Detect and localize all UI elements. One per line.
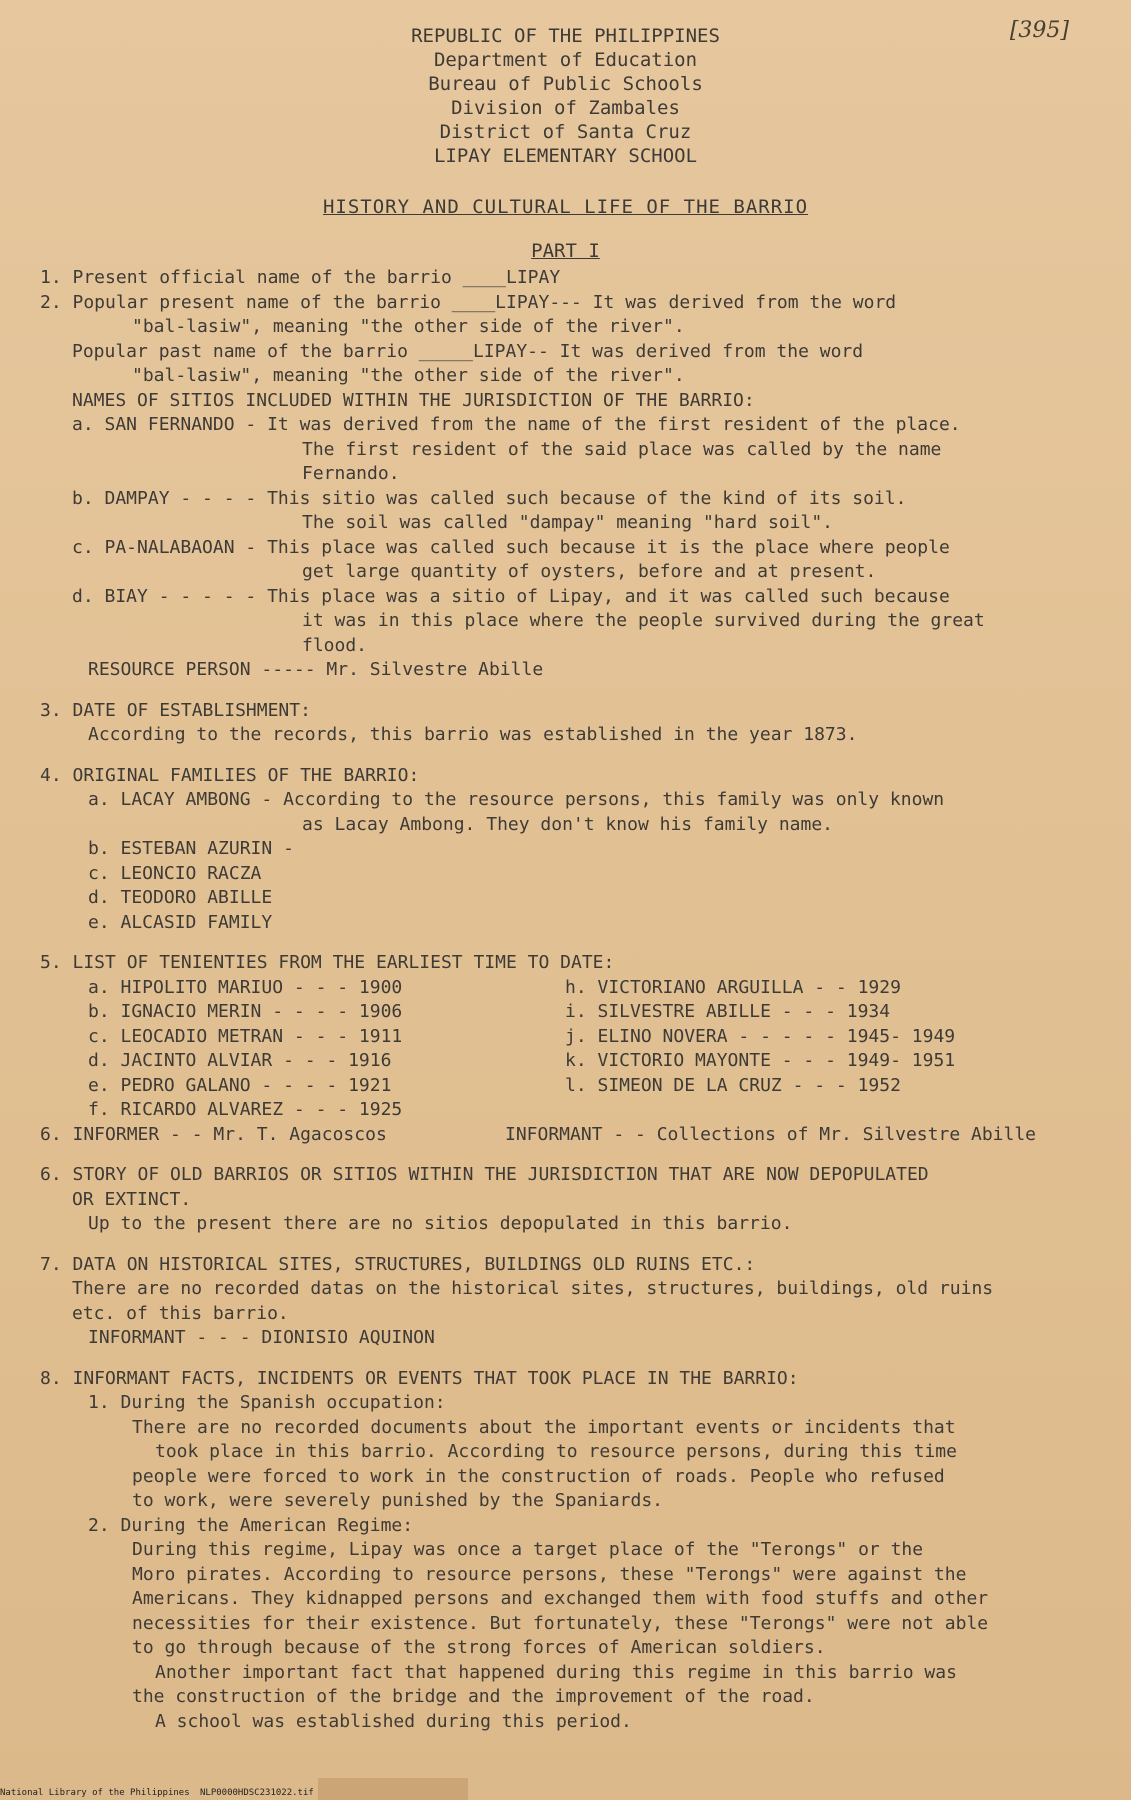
text-line: Americans. They kidnapped persons and exchanged them with food stuffs and other <box>132 1588 989 1609</box>
spacer <box>40 1147 1100 1163</box>
text-line: There are no recorded datas on the historical sites, structures, buildings, old ruins <box>72 1278 994 1299</box>
tape-mark <box>318 1778 468 1800</box>
text-line: There are no recorded documents about the important events or incidents that <box>132 1416 956 1438</box>
text-line: Moro pirates. According to resource persons, these "Terongs" were against the <box>132 1563 967 1585</box>
text-line: Popular past name of the barrio _____LIPAY-- It was derived from the word <box>72 340 864 362</box>
section-heading: 7. DATA ON HISTORICAL SITES, STRUCTURES, BUILDINGS OLD RUINS ETC.: <box>40 1253 756 1275</box>
informer-row <box>40 1123 1100 1148</box>
document-title: HISTORY AND CULTURAL LIFE OF THE BARRIO <box>322 196 809 218</box>
teniente-left: b. IGNACIO MERIN - - - - 1906 <box>88 1001 403 1022</box>
teniente-left: d. JACINTO ALVIAR - - - 1916 <box>88 1050 392 1071</box>
text-line: OR EXTINCT. <box>72 1188 192 1210</box>
text-line: RESOURCE PERSON ----- Mr. Silvestre Abille <box>88 659 544 680</box>
tenientes-row <box>40 1025 1100 1050</box>
text-line: 2. Popular present name of the barrio ____LIPAY--- It was derived from the word <box>40 291 897 313</box>
spacer <box>40 683 1100 699</box>
text-line: flood. <box>302 634 368 656</box>
spacer <box>40 1237 1100 1253</box>
text-line: it was in this place where the people survived during the great <box>302 610 985 631</box>
text-line: 1. During the Spanish occupation: <box>88 1392 446 1413</box>
footer-source: NLP0000HDSC231022.tif <box>200 1788 314 1798</box>
text-line: A school was established during this period. <box>155 1710 632 1732</box>
letterhead-line: REPUBLIC OF THE PHILIPPINES <box>411 25 720 47</box>
text-line: e. ALCASID FAMILY <box>88 911 273 933</box>
teniente-right: i. SILVESTRE ABILLE - - - 1934 <box>565 1001 891 1022</box>
text-line: The soil was called "dampay" meaning "hard soil". <box>302 512 834 533</box>
section-heading: 4. ORIGINAL FAMILIES OF THE BARRIO: <box>40 764 420 786</box>
tenientes-row <box>40 1098 1100 1123</box>
section-heading: 3. DATE OF ESTABLISHMENT: <box>40 699 311 721</box>
text-line: d. TEODORO ABILLE <box>88 887 273 908</box>
text-line: "bal-lasiw", meaning "the other side of the river". <box>132 316 685 337</box>
teniente-right <box>565 1098 1100 1123</box>
teniente-right: k. VICTORIO MAYONTE - - - 1949- 1951 <box>565 1050 956 1071</box>
text-line: c. LEONCIO RACZA <box>88 862 262 884</box>
text-line: to go through because of the strong forces of American soldiers. <box>132 1637 826 1658</box>
text-line: d. BIAY - - - - - This place was a sitio of Lipay, and it was called such because <box>72 585 950 607</box>
document-body <box>40 266 1100 1734</box>
tenientes-row <box>40 976 1100 1001</box>
text-line: Up to the present there are no sitios depopulated in this barrio. <box>88 1213 793 1234</box>
footer-library: National Library of the Philippines <box>0 1788 190 1798</box>
text-line: c. PA-NALABAOAN - This place was called such because it is the place where people <box>72 536 950 558</box>
section-heading: 5. LIST OF TENIENTIES FROM THE EARLIEST TIME TO DATE: <box>40 952 615 973</box>
letterhead-line: District of Santa Cruz <box>439 121 692 143</box>
text-line: to work, were severely punished by the Spaniards. <box>132 1490 664 1511</box>
section-heading: 6. STORY OF OLD BARRIOS OR SITIOS WITHIN THE JURISDICTION THAT ARE NOW DEPOPULATED <box>40 1164 929 1185</box>
informer-left: 6. INFORMER - - Mr. T. Agacoscos <box>40 1123 387 1145</box>
letterhead-line: Bureau of Public Schools <box>428 73 703 95</box>
page-stamp-number: [395] <box>1009 18 1069 43</box>
text-line: get large quantity of oysters, before and at present. <box>302 561 877 582</box>
text-line: a. LACAY AMBONG - According to the resource persons, this family was only known <box>88 789 945 810</box>
tenientes-row <box>40 1049 1100 1074</box>
text-line: 2. During the American Regime: <box>88 1514 414 1536</box>
tenientes-row <box>40 1074 1100 1099</box>
spacer <box>40 1351 1100 1367</box>
text-line: took place in this barrio. According to resource persons, during this time <box>155 1441 957 1462</box>
text-line: INFORMANT - - - DIONISIO AQUINON <box>88 1327 435 1348</box>
text-line: b. DAMPAY - - - - This sitio was called such because of the kind of its soil. <box>72 487 907 509</box>
teniente-right: j. ELINO NOVERA - - - - - 1945- 1949 <box>565 1025 956 1047</box>
teniente-right: l. SIMEON DE LA CRUZ - - - 1952 <box>565 1074 901 1096</box>
teniente-left: e. PEDRO GALANO - - - - 1921 <box>88 1074 392 1096</box>
text-line: as Lacay Ambong. They don't know his family name. <box>302 813 834 835</box>
text-line: During this regime, Lipay was once a target place of the "Terongs" or the <box>132 1539 924 1560</box>
text-line: "bal-lasiw", meaning "the other side of the river". <box>132 365 685 386</box>
text-line: NAMES OF SITIOS INCLUDED WITHIN THE JURISDICTION OF THE BARRIO: <box>72 389 755 411</box>
text-line: people were forced to work in the construction of roads. People who refused <box>132 1465 945 1487</box>
letterhead-line: Division of Zambales <box>451 97 680 119</box>
text-line: According to the records, this barrio was established in the year 1873. <box>88 724 858 745</box>
teniente-left: f. RICARDO ALVAREZ - - - 1925 <box>88 1099 403 1120</box>
text-line: b. ESTEBAN AZURIN - <box>88 838 294 859</box>
text-line: etc. of this barrio. <box>72 1302 289 1324</box>
spacer <box>40 748 1100 764</box>
text-line: the construction of the bridge and the improvement of the road. <box>132 1686 815 1707</box>
text-line: The first resident of the said place was called by the name <box>302 438 942 460</box>
text-line: a. SAN FERNANDO - It was derived from the name of the first resident of the place. <box>72 414 961 435</box>
part-heading: PART I <box>531 240 600 262</box>
letterhead-line: LIPAY ELEMENTARY SCHOOL <box>433 145 698 167</box>
tenientes-row <box>40 1000 1100 1025</box>
text-line: Fernando. <box>302 463 400 484</box>
text-line: Another important fact that happened during this regime in this barrio was <box>155 1661 957 1683</box>
teniente-right: h. VICTORIANO ARGUILLA - - 1929 <box>565 976 901 998</box>
informer-right: INFORMANT - - Collections of Mr. Silvestre Abille <box>505 1123 1037 1145</box>
text-line: 1. Present official name of the barrio ____LIPAY <box>40 267 561 288</box>
teniente-left: a. HIPOLITO MARIUO - - - 1900 <box>88 976 403 998</box>
letterhead <box>0 24 1131 168</box>
teniente-left: c. LEOCADIO METRAN - - - 1911 <box>88 1025 403 1047</box>
text-line: necessities for their existence. But fortunately, these "Terongs" were not able <box>132 1612 989 1634</box>
letterhead-line: Department of Education <box>433 49 698 71</box>
spacer <box>40 935 1100 951</box>
section-heading: 8. INFORMANT FACTS, INCIDENTS OR EVENTS THAT TOOK PLACE IN THE BARRIO: <box>40 1367 799 1389</box>
